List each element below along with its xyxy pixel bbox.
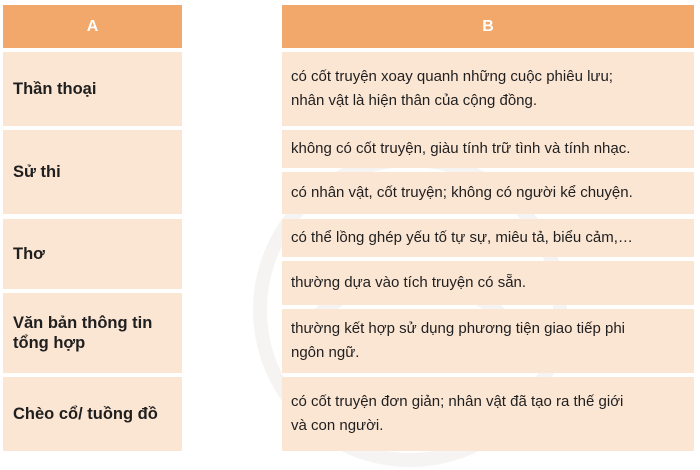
column-a-item: Thần thoại: [3, 52, 182, 126]
column-b-item: thường dựa vào tích truyện có sẵn.: [282, 261, 694, 305]
column-a-item: Chèo cổ/ tuồng đồ: [3, 377, 182, 451]
column-a-item: Thơ: [3, 219, 182, 289]
column-b-item: có nhân vật, cốt truyện; không có người kể chuyện.: [282, 172, 694, 214]
column-a-item: Sử thi: [3, 130, 182, 214]
column-a-item: Văn bản thông tin tổng hợp: [3, 293, 182, 373]
column-b-item: thường kết hợp sử dụng phương tiện giao tiếp phi ngôn ngữ.: [282, 309, 694, 373]
column-b-header: B: [282, 5, 694, 48]
column-a-header: A: [3, 5, 182, 48]
column-b-item: có thể lồng ghép yếu tố tự sự, miêu tả, biểu cảm,…: [282, 219, 694, 257]
column-b-item: có cốt truyện xoay quanh những cuộc phiêu lưu; nhân vật là hiện thân của cộng đồng.: [282, 52, 694, 126]
column-b-item: không có cốt truyện, giàu tính trữ tình và tính nhạc.: [282, 130, 694, 168]
column-b-item: có cốt truyện đơn giản; nhân vật đã tạo ra thế giới và con người.: [282, 377, 694, 451]
